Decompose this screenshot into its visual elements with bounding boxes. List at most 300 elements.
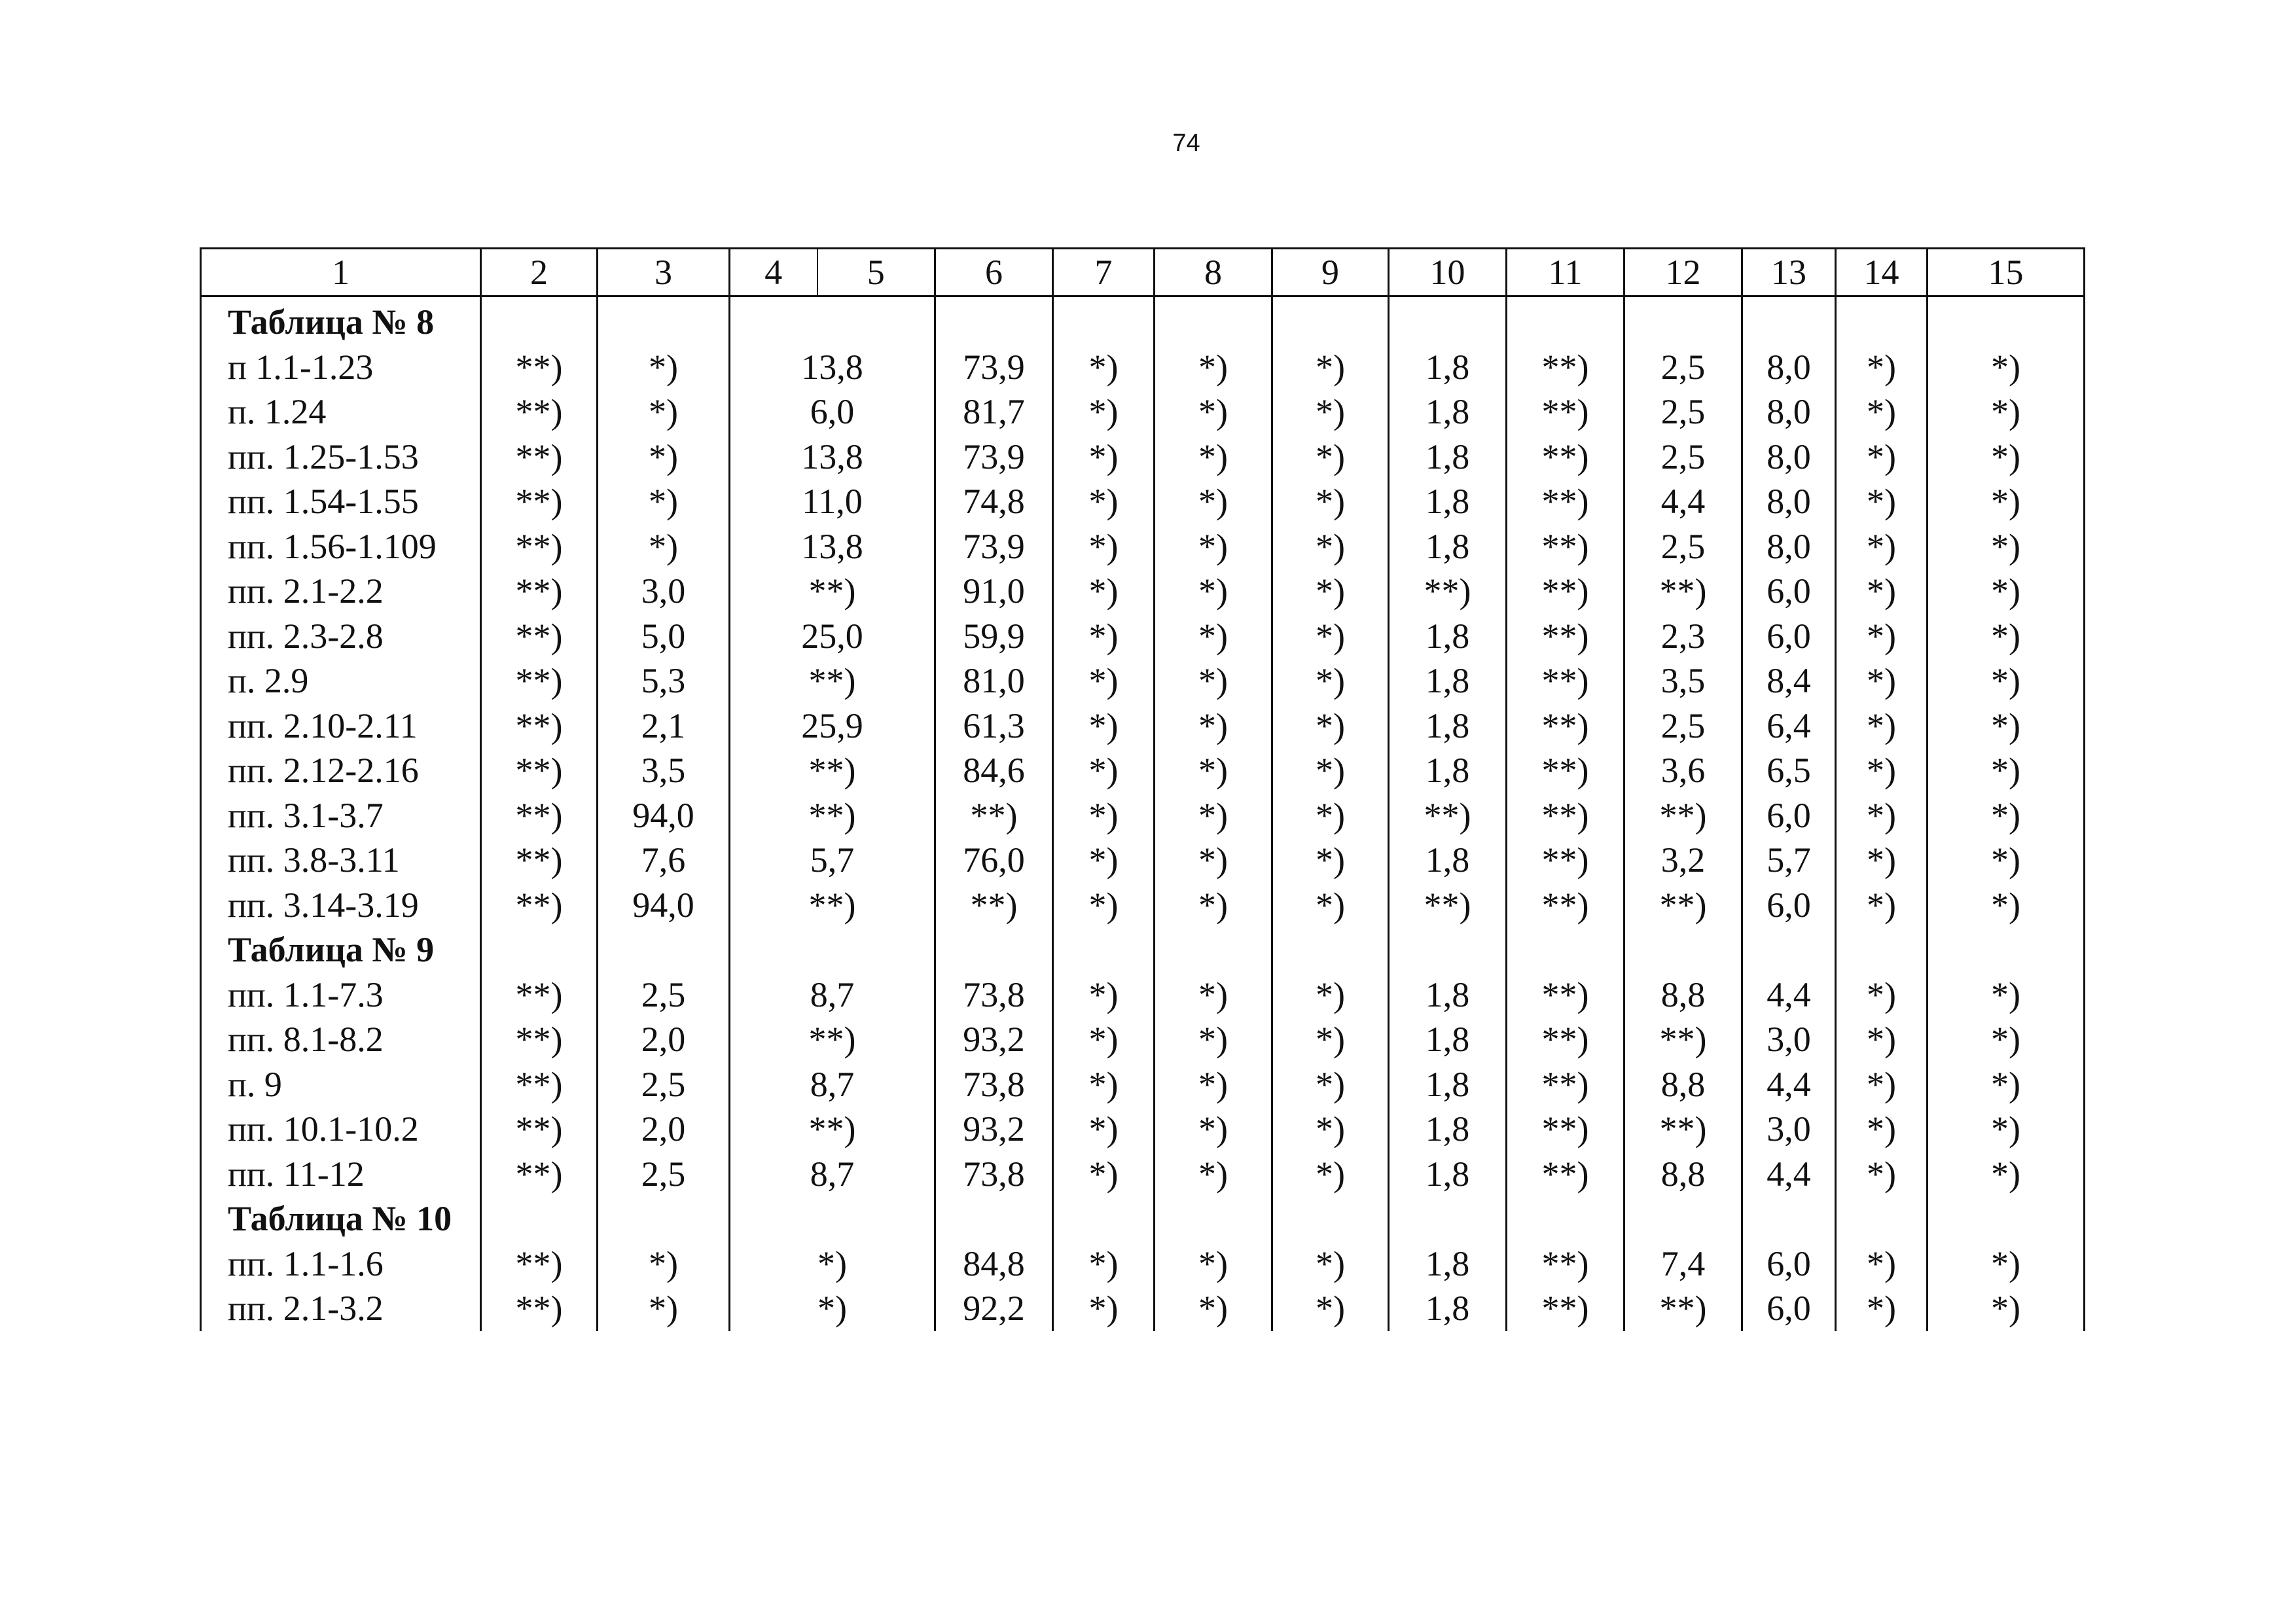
row-label: пп. 1.1-7.3 bbox=[201, 972, 481, 1018]
cell-c2: **) bbox=[481, 658, 598, 704]
cell-c11: **) bbox=[1507, 614, 1624, 659]
cell-c11: **) bbox=[1507, 389, 1624, 435]
table-row bbox=[201, 614, 2085, 659]
row-label: пп. 8.1-8.2 bbox=[201, 1017, 481, 1062]
cell-c8: *) bbox=[1155, 1241, 1272, 1287]
cell-c2: **) bbox=[481, 838, 598, 883]
cell-c45: 13,8 bbox=[730, 345, 935, 390]
cell-c2: **) bbox=[481, 435, 598, 480]
row-label: пп. 2.3-2.8 bbox=[201, 614, 481, 659]
cell-c9: *) bbox=[1272, 1286, 1389, 1331]
cell-c8: *) bbox=[1155, 972, 1272, 1018]
cell-c7: *) bbox=[1053, 1017, 1155, 1062]
empty-cell bbox=[598, 1196, 730, 1241]
column-header: 6 bbox=[935, 249, 1053, 296]
cell-c6: 84,6 bbox=[935, 748, 1053, 793]
cell-c6: 81,0 bbox=[935, 658, 1053, 704]
cell-c6: 73,9 bbox=[935, 435, 1053, 480]
cell-c14: *) bbox=[1836, 479, 1928, 524]
cell-c3: 2,1 bbox=[598, 704, 730, 749]
cell-c8: *) bbox=[1155, 1107, 1272, 1152]
empty-cell bbox=[1507, 1196, 1624, 1241]
cell-c15: *) bbox=[1928, 883, 2085, 928]
cell-c15: *) bbox=[1928, 748, 2085, 793]
cell-c7: *) bbox=[1053, 658, 1155, 704]
row-label: пп. 1.54-1.55 bbox=[201, 479, 481, 524]
cell-c3: 7,6 bbox=[598, 838, 730, 883]
cell-c3: 5,0 bbox=[598, 614, 730, 659]
cell-c2: **) bbox=[481, 748, 598, 793]
cell-c9: *) bbox=[1272, 838, 1389, 883]
empty-cell bbox=[1928, 296, 2085, 345]
cell-c8: *) bbox=[1155, 883, 1272, 928]
cell-c6: 59,9 bbox=[935, 614, 1053, 659]
cell-c2: **) bbox=[481, 883, 598, 928]
cell-c11: **) bbox=[1507, 1107, 1624, 1152]
empty-cell bbox=[730, 1196, 935, 1241]
table-header bbox=[201, 249, 2085, 296]
cell-c15: *) bbox=[1928, 1286, 2085, 1331]
cell-c9: *) bbox=[1272, 883, 1389, 928]
table-row bbox=[201, 704, 2085, 749]
cell-c13: 3,0 bbox=[1742, 1107, 1836, 1152]
empty-cell bbox=[1624, 296, 1742, 345]
empty-cell bbox=[1053, 1196, 1155, 1241]
cell-c7: *) bbox=[1053, 883, 1155, 928]
cell-c15: *) bbox=[1928, 1152, 2085, 1197]
cell-c14: *) bbox=[1836, 389, 1928, 435]
empty-cell bbox=[1155, 927, 1272, 972]
section-row bbox=[201, 1196, 2085, 1241]
cell-c13: 6,0 bbox=[1742, 569, 1836, 614]
empty-cell bbox=[1928, 927, 2085, 972]
cell-c15: *) bbox=[1928, 389, 2085, 435]
cell-c8: *) bbox=[1155, 1152, 1272, 1197]
cell-c12: **) bbox=[1624, 1107, 1742, 1152]
cell-c9: *) bbox=[1272, 389, 1389, 435]
cell-c45: **) bbox=[730, 1107, 935, 1152]
cell-c10: 1,8 bbox=[1389, 838, 1507, 883]
cell-c11: **) bbox=[1507, 1152, 1624, 1197]
cell-c10: 1,8 bbox=[1389, 1152, 1507, 1197]
cell-c15: *) bbox=[1928, 345, 2085, 390]
cell-c11: **) bbox=[1507, 704, 1624, 749]
empty-cell bbox=[1928, 1196, 2085, 1241]
empty-cell bbox=[1389, 1196, 1507, 1241]
cell-c10: 1,8 bbox=[1389, 479, 1507, 524]
empty-cell bbox=[1272, 927, 1389, 972]
cell-c11: **) bbox=[1507, 479, 1624, 524]
cell-c10: 1,8 bbox=[1389, 614, 1507, 659]
cell-c3: 2,5 bbox=[598, 1062, 730, 1107]
cell-c6: 92,2 bbox=[935, 1286, 1053, 1331]
cell-c9: *) bbox=[1272, 479, 1389, 524]
cell-c15: *) bbox=[1928, 972, 2085, 1018]
cell-c12: **) bbox=[1624, 883, 1742, 928]
cell-c45: 8,7 bbox=[730, 1152, 935, 1197]
cell-c45: 25,9 bbox=[730, 704, 935, 749]
cell-c11: **) bbox=[1507, 435, 1624, 480]
cell-c14: *) bbox=[1836, 883, 1928, 928]
cell-c14: *) bbox=[1836, 1152, 1928, 1197]
cell-c3: 3,5 bbox=[598, 748, 730, 793]
cell-c9: *) bbox=[1272, 345, 1389, 390]
cell-c2: **) bbox=[481, 793, 598, 838]
column-header: 8 bbox=[1155, 249, 1272, 296]
cell-c15: *) bbox=[1928, 435, 2085, 480]
cell-c7: *) bbox=[1053, 345, 1155, 390]
cell-c45: *) bbox=[730, 1241, 935, 1287]
empty-cell bbox=[935, 296, 1053, 345]
cell-c8: *) bbox=[1155, 658, 1272, 704]
cell-c9: *) bbox=[1272, 1107, 1389, 1152]
cell-c45: 13,8 bbox=[730, 435, 935, 480]
table-row bbox=[201, 1286, 2085, 1331]
cell-c2: **) bbox=[481, 389, 598, 435]
cell-c10: 1,8 bbox=[1389, 389, 1507, 435]
cell-c7: *) bbox=[1053, 972, 1155, 1018]
cell-c3: *) bbox=[598, 345, 730, 390]
cell-c10: 1,8 bbox=[1389, 704, 1507, 749]
cell-c7: *) bbox=[1053, 435, 1155, 480]
cell-c13: 8,0 bbox=[1742, 435, 1836, 480]
column-header: 1 bbox=[201, 249, 481, 296]
cell-c13: 4,4 bbox=[1742, 972, 1836, 1018]
cell-c6: **) bbox=[935, 793, 1053, 838]
empty-cell bbox=[1272, 1196, 1389, 1241]
cell-c45: **) bbox=[730, 1017, 935, 1062]
cell-c13: 6,0 bbox=[1742, 1286, 1836, 1331]
cell-c7: *) bbox=[1053, 389, 1155, 435]
cell-c45: *) bbox=[730, 1286, 935, 1331]
cell-c13: 6,5 bbox=[1742, 748, 1836, 793]
table-row bbox=[201, 793, 2085, 838]
table-row bbox=[201, 435, 2085, 480]
cell-c6: 81,7 bbox=[935, 389, 1053, 435]
row-label: пп. 1.25-1.53 bbox=[201, 435, 481, 480]
cell-c9: *) bbox=[1272, 658, 1389, 704]
cell-c15: *) bbox=[1928, 1017, 2085, 1062]
section-title: Таблица № 10 bbox=[201, 1196, 481, 1241]
cell-c8: *) bbox=[1155, 435, 1272, 480]
cell-c12: **) bbox=[1624, 1017, 1742, 1062]
cell-c13: 8,0 bbox=[1742, 524, 1836, 569]
cell-c45: 13,8 bbox=[730, 524, 935, 569]
cell-c8: *) bbox=[1155, 524, 1272, 569]
empty-cell bbox=[1389, 927, 1507, 972]
cell-c10: 1,8 bbox=[1389, 748, 1507, 793]
cell-c10: 1,8 bbox=[1389, 524, 1507, 569]
cell-c2: **) bbox=[481, 479, 598, 524]
cell-c3: 2,0 bbox=[598, 1017, 730, 1062]
cell-c45: **) bbox=[730, 569, 935, 614]
column-header: 12 bbox=[1624, 249, 1742, 296]
empty-cell bbox=[1836, 296, 1928, 345]
row-label: пп. 3.14-3.19 bbox=[201, 883, 481, 928]
cell-c11: **) bbox=[1507, 972, 1624, 1018]
row-label: п. 9 bbox=[201, 1062, 481, 1107]
column-header: 2 bbox=[481, 249, 598, 296]
cell-c12: **) bbox=[1624, 569, 1742, 614]
cell-c14: *) bbox=[1836, 1017, 1928, 1062]
cell-c2: **) bbox=[481, 1062, 598, 1107]
cell-c6: **) bbox=[935, 883, 1053, 928]
cell-c7: *) bbox=[1053, 1107, 1155, 1152]
table-row bbox=[201, 1241, 2085, 1287]
cell-c3: 2,5 bbox=[598, 972, 730, 1018]
cell-c6: 73,8 bbox=[935, 972, 1053, 1018]
cell-c6: 76,0 bbox=[935, 838, 1053, 883]
cell-c14: *) bbox=[1836, 1062, 1928, 1107]
empty-cell bbox=[598, 296, 730, 345]
cell-c15: *) bbox=[1928, 793, 2085, 838]
cell-c15: *) bbox=[1928, 658, 2085, 704]
table-row bbox=[201, 479, 2085, 524]
column-header: 13 bbox=[1742, 249, 1836, 296]
row-label: пп. 2.12-2.16 bbox=[201, 748, 481, 793]
cell-c7: *) bbox=[1053, 838, 1155, 883]
section-row bbox=[201, 296, 2085, 345]
cell-c12: 8,8 bbox=[1624, 1152, 1742, 1197]
empty-cell bbox=[481, 927, 598, 972]
cell-c3: *) bbox=[598, 479, 730, 524]
cell-c14: *) bbox=[1836, 345, 1928, 390]
table-row bbox=[201, 1017, 2085, 1062]
row-label: пп. 3.1-3.7 bbox=[201, 793, 481, 838]
cell-c11: **) bbox=[1507, 524, 1624, 569]
cell-c12: 4,4 bbox=[1624, 479, 1742, 524]
empty-cell bbox=[1053, 927, 1155, 972]
cell-c7: *) bbox=[1053, 569, 1155, 614]
cell-c7: *) bbox=[1053, 1286, 1155, 1331]
cell-c12: 3,2 bbox=[1624, 838, 1742, 883]
cell-c8: *) bbox=[1155, 748, 1272, 793]
empty-cell bbox=[1053, 296, 1155, 345]
cell-c10: 1,8 bbox=[1389, 658, 1507, 704]
empty-cell bbox=[935, 927, 1053, 972]
cell-c15: *) bbox=[1928, 838, 2085, 883]
cell-c12: 2,3 bbox=[1624, 614, 1742, 659]
cell-c2: **) bbox=[481, 1152, 598, 1197]
cell-c10: 1,8 bbox=[1389, 435, 1507, 480]
cell-c11: **) bbox=[1507, 793, 1624, 838]
cell-c12: 2,5 bbox=[1624, 345, 1742, 390]
cell-c10: **) bbox=[1389, 883, 1507, 928]
cell-c2: **) bbox=[481, 972, 598, 1018]
cell-c9: *) bbox=[1272, 1152, 1389, 1197]
cell-c11: **) bbox=[1507, 569, 1624, 614]
cell-c12: **) bbox=[1624, 793, 1742, 838]
cell-c3: *) bbox=[598, 1286, 730, 1331]
table-row bbox=[201, 524, 2085, 569]
cell-c14: *) bbox=[1836, 1286, 1928, 1331]
table-row bbox=[201, 389, 2085, 435]
table-row bbox=[201, 658, 2085, 704]
cell-c3: 94,0 bbox=[598, 883, 730, 928]
cell-c45: **) bbox=[730, 883, 935, 928]
cell-c2: **) bbox=[481, 345, 598, 390]
cell-c9: *) bbox=[1272, 972, 1389, 1018]
cell-c8: *) bbox=[1155, 704, 1272, 749]
column-header: 10 bbox=[1389, 249, 1507, 296]
cell-c9: *) bbox=[1272, 748, 1389, 793]
cell-c9: *) bbox=[1272, 569, 1389, 614]
cell-c10: 1,8 bbox=[1389, 1107, 1507, 1152]
cell-c8: *) bbox=[1155, 569, 1272, 614]
column-header: 14 bbox=[1836, 249, 1928, 296]
cell-c11: **) bbox=[1507, 883, 1624, 928]
table-row bbox=[201, 838, 2085, 883]
row-label: пп. 1.1-1.6 bbox=[201, 1241, 481, 1287]
column-header: 4 bbox=[730, 249, 817, 296]
cell-c12: **) bbox=[1624, 1286, 1742, 1331]
row-label: пп. 2.1-2.2 bbox=[201, 569, 481, 614]
cell-c11: **) bbox=[1507, 1017, 1624, 1062]
cell-c2: **) bbox=[481, 524, 598, 569]
cell-c45: 8,7 bbox=[730, 972, 935, 1018]
cell-c14: *) bbox=[1836, 569, 1928, 614]
cell-c15: *) bbox=[1928, 704, 2085, 749]
cell-c10: 1,8 bbox=[1389, 972, 1507, 1018]
cell-c14: *) bbox=[1836, 838, 1928, 883]
cell-c7: *) bbox=[1053, 479, 1155, 524]
table-row bbox=[201, 883, 2085, 928]
cell-c12: 3,5 bbox=[1624, 658, 1742, 704]
page-number: 74 bbox=[1172, 130, 1200, 157]
cell-c45: **) bbox=[730, 793, 935, 838]
cell-c13: 5,7 bbox=[1742, 838, 1836, 883]
cell-c10: 1,8 bbox=[1389, 1062, 1507, 1107]
cell-c14: *) bbox=[1836, 972, 1928, 1018]
cell-c2: **) bbox=[481, 569, 598, 614]
cell-c15: *) bbox=[1928, 1062, 2085, 1107]
cell-c3: 2,5 bbox=[598, 1152, 730, 1197]
cell-c6: 74,8 bbox=[935, 479, 1053, 524]
cell-c12: 2,5 bbox=[1624, 704, 1742, 749]
cell-c11: **) bbox=[1507, 1062, 1624, 1107]
cell-c7: *) bbox=[1053, 793, 1155, 838]
row-label: пп. 1.56-1.109 bbox=[201, 524, 481, 569]
cell-c15: *) bbox=[1928, 569, 2085, 614]
cell-c14: *) bbox=[1836, 1241, 1928, 1287]
column-header: 3 bbox=[598, 249, 730, 296]
empty-cell bbox=[730, 927, 935, 972]
cell-c3: *) bbox=[598, 389, 730, 435]
row-label: п. 1.24 bbox=[201, 389, 481, 435]
cell-c9: *) bbox=[1272, 1241, 1389, 1287]
cell-c11: **) bbox=[1507, 658, 1624, 704]
cell-c45: 25,0 bbox=[730, 614, 935, 659]
row-label: пп. 2.1-3.2 bbox=[201, 1286, 481, 1331]
empty-cell bbox=[935, 1196, 1053, 1241]
cell-c12: 8,8 bbox=[1624, 972, 1742, 1018]
cell-c6: 61,3 bbox=[935, 704, 1053, 749]
cell-c15: *) bbox=[1928, 479, 2085, 524]
empty-cell bbox=[1507, 296, 1624, 345]
cell-c45: 5,7 bbox=[730, 838, 935, 883]
section-title: Таблица № 8 bbox=[201, 296, 481, 345]
cell-c7: *) bbox=[1053, 1062, 1155, 1107]
cell-c2: **) bbox=[481, 1286, 598, 1331]
cell-c10: 1,8 bbox=[1389, 345, 1507, 390]
empty-cell bbox=[1507, 927, 1624, 972]
cell-c45: **) bbox=[730, 658, 935, 704]
cell-c15: *) bbox=[1928, 614, 2085, 659]
empty-cell bbox=[1742, 296, 1836, 345]
cell-c13: 6,0 bbox=[1742, 614, 1836, 659]
cell-c11: **) bbox=[1507, 345, 1624, 390]
cell-c9: *) bbox=[1272, 793, 1389, 838]
cell-c3: *) bbox=[598, 524, 730, 569]
cell-c12: 2,5 bbox=[1624, 389, 1742, 435]
cell-c45: 11,0 bbox=[730, 479, 935, 524]
row-label: пп. 2.10-2.11 bbox=[201, 704, 481, 749]
cell-c10: 1,8 bbox=[1389, 1241, 1507, 1287]
section-row bbox=[201, 927, 2085, 972]
cell-c8: *) bbox=[1155, 793, 1272, 838]
cell-c14: *) bbox=[1836, 704, 1928, 749]
cell-c6: 93,2 bbox=[935, 1107, 1053, 1152]
cell-c10: 1,8 bbox=[1389, 1017, 1507, 1062]
cell-c8: *) bbox=[1155, 345, 1272, 390]
cell-c3: 94,0 bbox=[598, 793, 730, 838]
cell-c11: **) bbox=[1507, 1241, 1624, 1287]
cell-c11: **) bbox=[1507, 838, 1624, 883]
cell-c9: *) bbox=[1272, 614, 1389, 659]
table-row bbox=[201, 569, 2085, 614]
table-row bbox=[201, 972, 2085, 1018]
cell-c9: *) bbox=[1272, 524, 1389, 569]
cell-c12: 7,4 bbox=[1624, 1241, 1742, 1287]
cell-c10: 1,8 bbox=[1389, 1286, 1507, 1331]
cell-c8: *) bbox=[1155, 614, 1272, 659]
cell-c45: 8,7 bbox=[730, 1062, 935, 1107]
cell-c14: *) bbox=[1836, 435, 1928, 480]
cell-c12: 2,5 bbox=[1624, 524, 1742, 569]
table-row bbox=[201, 748, 2085, 793]
cell-c11: **) bbox=[1507, 1286, 1624, 1331]
cell-c7: *) bbox=[1053, 1152, 1155, 1197]
cell-c7: *) bbox=[1053, 524, 1155, 569]
cell-c6: 73,9 bbox=[935, 524, 1053, 569]
column-header: 9 bbox=[1272, 249, 1389, 296]
cell-c10: **) bbox=[1389, 793, 1507, 838]
cell-c9: *) bbox=[1272, 1062, 1389, 1107]
empty-cell bbox=[1836, 1196, 1928, 1241]
cell-c45: **) bbox=[730, 748, 935, 793]
empty-cell bbox=[1272, 296, 1389, 345]
empty-cell bbox=[1624, 1196, 1742, 1241]
cell-c13: 3,0 bbox=[1742, 1017, 1836, 1062]
cell-c8: *) bbox=[1155, 1017, 1272, 1062]
cell-c6: 73,9 bbox=[935, 345, 1053, 390]
cell-c13: 8,0 bbox=[1742, 479, 1836, 524]
cell-c9: *) bbox=[1272, 435, 1389, 480]
cell-c14: *) bbox=[1836, 1107, 1928, 1152]
empty-cell bbox=[730, 296, 935, 345]
cell-c14: *) bbox=[1836, 524, 1928, 569]
cell-c2: **) bbox=[481, 614, 598, 659]
cell-c3: *) bbox=[598, 435, 730, 480]
cell-c7: *) bbox=[1053, 1241, 1155, 1287]
column-header: 7 bbox=[1053, 249, 1155, 296]
cell-c3: 5,3 bbox=[598, 658, 730, 704]
row-label: пп. 3.8-3.11 bbox=[201, 838, 481, 883]
cell-c15: *) bbox=[1928, 524, 2085, 569]
cell-c3: 3,0 bbox=[598, 569, 730, 614]
empty-cell bbox=[481, 296, 598, 345]
empty-cell bbox=[1836, 927, 1928, 972]
